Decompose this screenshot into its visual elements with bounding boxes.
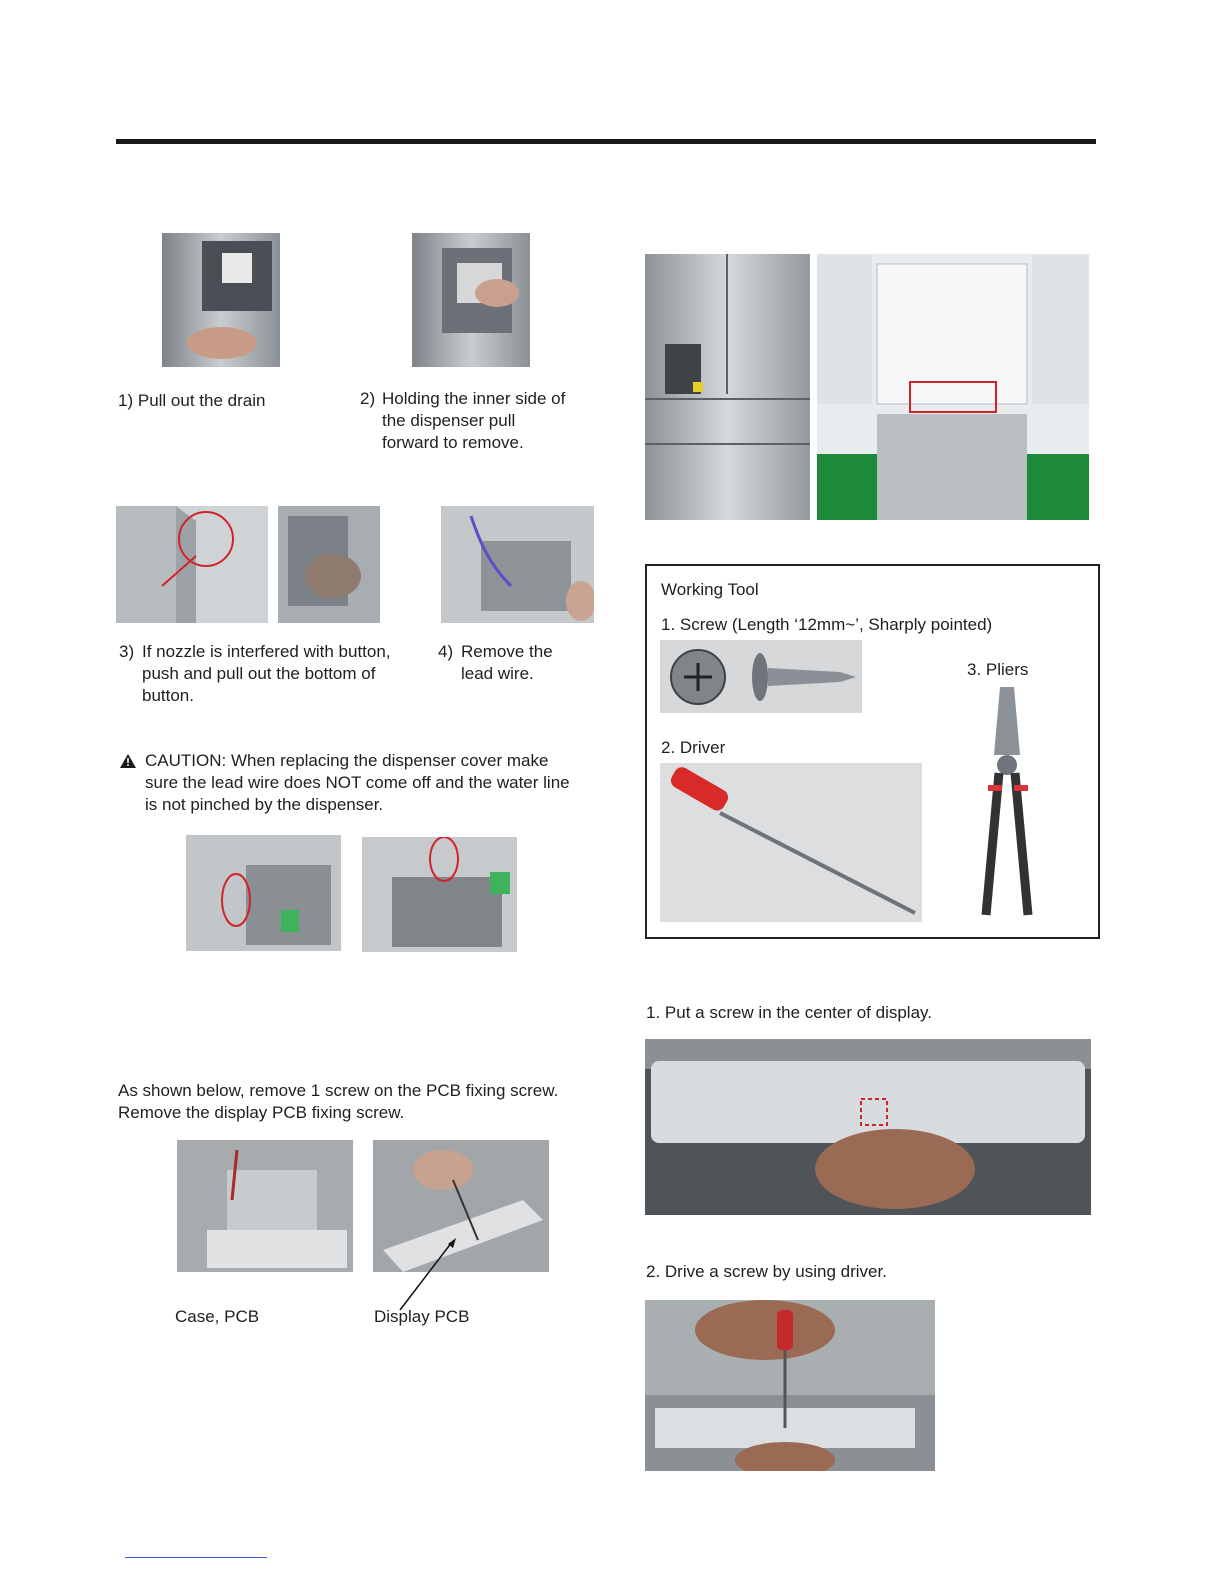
photo-display-screw <box>645 1039 1091 1215</box>
tool-box-title: Working Tool <box>661 580 759 599</box>
caution-line-3: is not pinched by the dispenser. <box>145 795 384 814</box>
step1-caption: 1) Pull out the drain <box>118 391 266 410</box>
photo-screw <box>660 640 862 713</box>
step2-caption-line-2: the dispenser pull <box>382 411 516 430</box>
step4-caption-line-2: lead wire. <box>461 664 534 683</box>
pcb-instruction-line-1: As shown below, remove 1 screw on the PCB fixing screw. <box>118 1081 559 1100</box>
label-case-pcb: Case, PCB <box>175 1307 260 1326</box>
step3-caption-num: 3) <box>119 642 135 661</box>
photo-fridge-open <box>817 254 1089 520</box>
photo-fridge-closed <box>645 254 810 520</box>
footer-rule <box>125 1557 267 1558</box>
photo-lead-wire <box>441 506 594 623</box>
step3-caption-line-2: push and pull out the bottom of <box>142 664 376 683</box>
photo-pliers <box>972 685 1042 920</box>
photo-pull-out-drain <box>162 233 280 367</box>
step4-caption-line-1: Remove the <box>461 642 553 661</box>
step2-caption-num: 2) <box>360 389 376 408</box>
photo-nozzle-button <box>116 506 268 623</box>
tool-item-driver: 2. Driver <box>661 738 726 757</box>
pointer-arrow <box>398 1236 458 1312</box>
tool-item-pliers: 3. Pliers <box>967 660 1029 679</box>
caution-line-1: CAUTION: When replacing the dispenser cover make <box>145 751 549 770</box>
photo-drive-screw <box>645 1300 935 1471</box>
step3-caption-line-3: button. <box>142 686 194 705</box>
label-display-pcb: Display PCB <box>374 1307 470 1326</box>
step2-caption-line-3: forward to remove. <box>382 433 524 452</box>
pcb-instruction-line-2: Remove the display PCB fixing screw. <box>118 1103 405 1122</box>
right-step1-text: 1. Put a screw in the center of display. <box>646 1003 932 1022</box>
photo-case-pcb <box>177 1140 353 1272</box>
step2-caption-line-1: Holding the inner side of <box>382 389 566 408</box>
photo-remove-dispenser <box>412 233 530 367</box>
header-rule <box>116 139 1096 144</box>
tool-item-screw: 1. Screw (Length ‘12mm~’, Sharply pointed) <box>661 615 993 634</box>
photo-driver <box>660 763 922 922</box>
warning-triangle-icon <box>120 754 136 768</box>
right-step2-text: 2. Drive a screw by using driver. <box>646 1262 887 1281</box>
photo-caution-right <box>362 837 517 952</box>
step3-caption-line-1: If nozzle is interfered with button, <box>142 642 391 661</box>
photo-pull-button <box>278 506 380 623</box>
caution-line-2: sure the lead wire does NOT come off and the water line <box>145 773 570 792</box>
step4-caption-num: 4) <box>438 642 454 661</box>
photo-caution-left <box>186 835 341 951</box>
